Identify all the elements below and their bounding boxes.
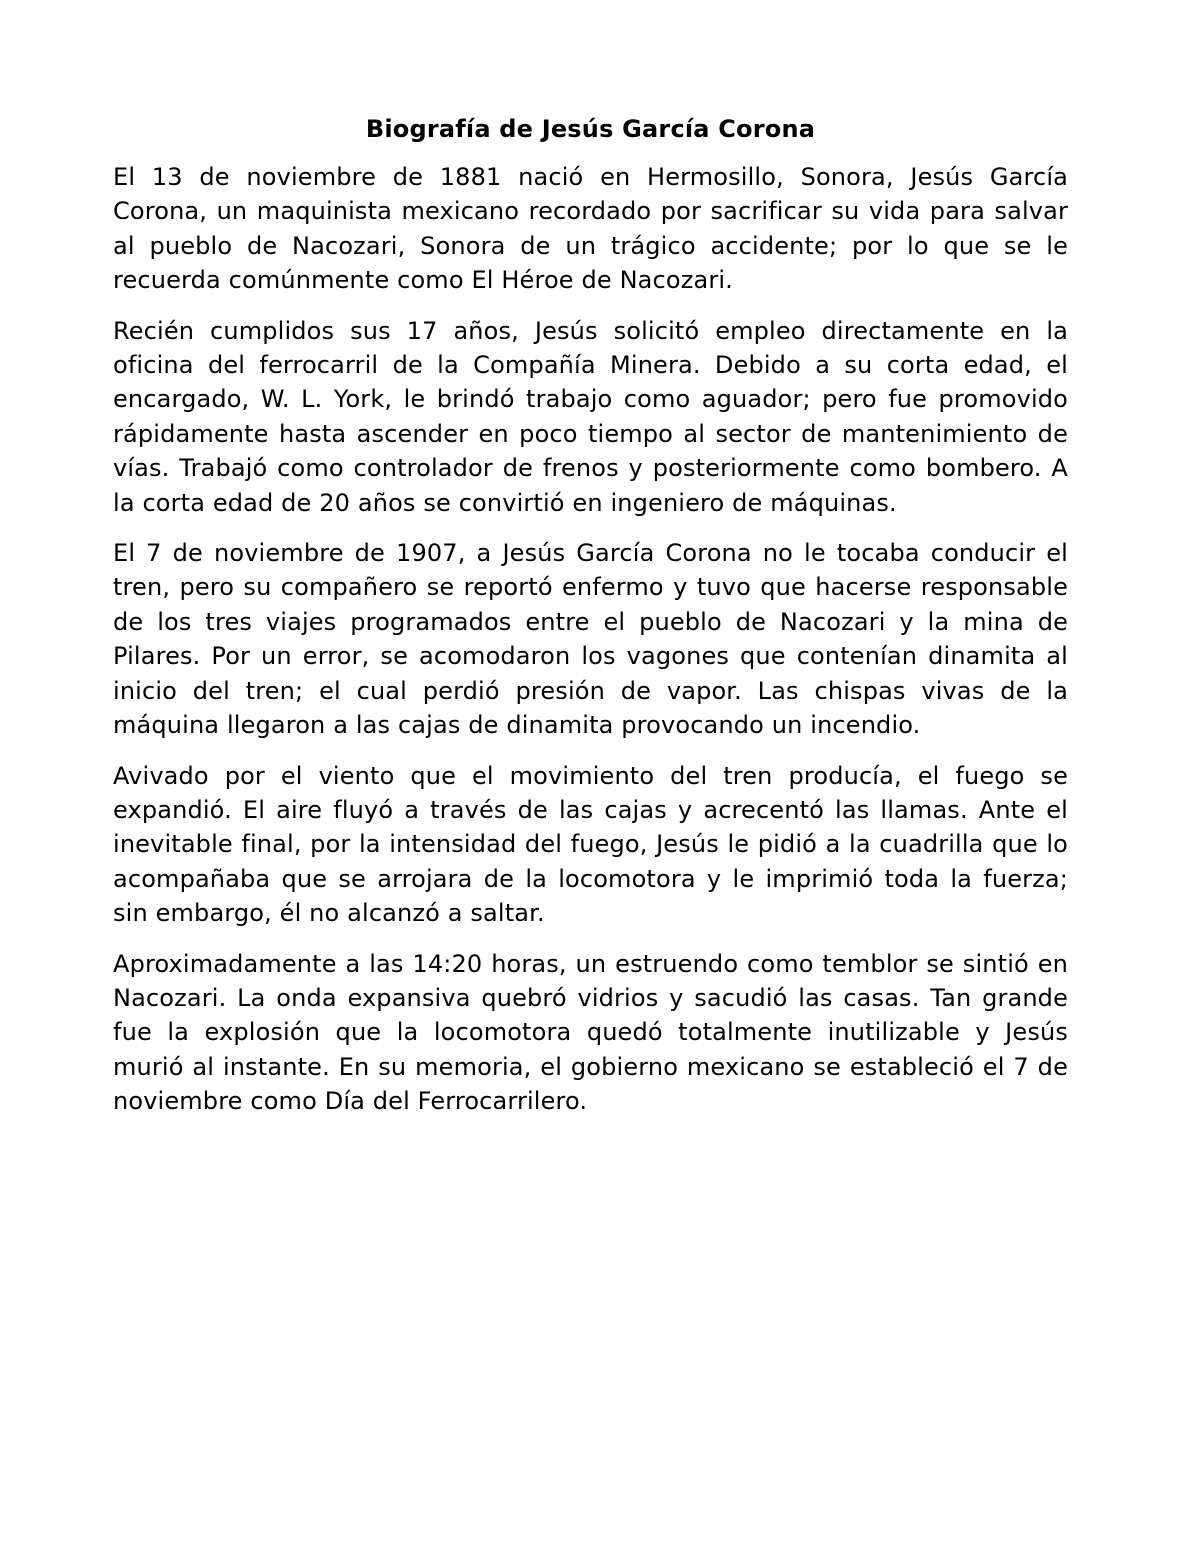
paragraph-train-fire: El 7 de noviembre de 1907, a Jesús García Corona no le tocaba conducir el tren, pero su compañero se reportó enfermo y tuvo que hacerse responsable de los tres viajes programados entre el pueblo de Nacozari y la mina de Pilares. Por un error, se acomodaron los vagones que contenían dinamita al inicio del tren; el cual perdió presión de vapor. Las chispas vivas de la máquina llegaron a las cajas de dinamita provocando un incendio.	[113, 539, 1068, 740]
paragraph-early-career: Recién cumplidos sus 17 años, Jesús solicitó empleo directamente en la oficina del ferrocarril de la Compañía Minera. Debido a su corta edad, el encargado, W. L. York, le brindó trabajo como aguador; pero fue promovido rápidamente hasta ascender en poco tiempo al sector de mantenimiento de vías. Trabajó como controlador de frenos y posteriormente como bombero. A la corta edad de 20 años se convirtió en ingeniero de máquinas.	[113, 316, 1068, 517]
document-page	[113, 112, 1068, 1135]
paragraph-explosion: Aproximadamente a las 14:20 horas, un estruendo como temblor se sintió en Nacozari. La onda expansiva quebró vidrios y sacudió las casas. Tan grande fue la explosión que la locomotora quedó totalmente inutilizable y Jesús murió al instante. En su memoria, el gobierno mexicano se estableció el 7 de noviembre como Día del Ferrocarrilero.	[113, 949, 1068, 1116]
paragraph-sacrifice: Avivado por el viento que el movimiento del tren producía, el fuego se expandió. El aire fluyó a través de las cajas y acrecentó las llamas. Ante el inevitable final, por la intensidad del fuego, Jesús le pidió a la cuadrilla que lo acompañaba que se arrojara de la locomotora y le imprimió toda la fuerza; sin embargo, él no alcanzó a saltar.	[113, 761, 1068, 928]
paragraph-birth: El 13 de noviembre de 1881 nació en Hermosillo, Sonora, Jesús García Corona, un maquinista mexicano recordado por sacrificar su vida para salvar al pueblo de Nacozari, Sonora de un trágico accidente; por lo que se le recuerda comúnmente como El Héroe de Nacozari.	[113, 163, 1068, 295]
document-title: Biografía de Jesús García Corona	[365, 115, 816, 143]
